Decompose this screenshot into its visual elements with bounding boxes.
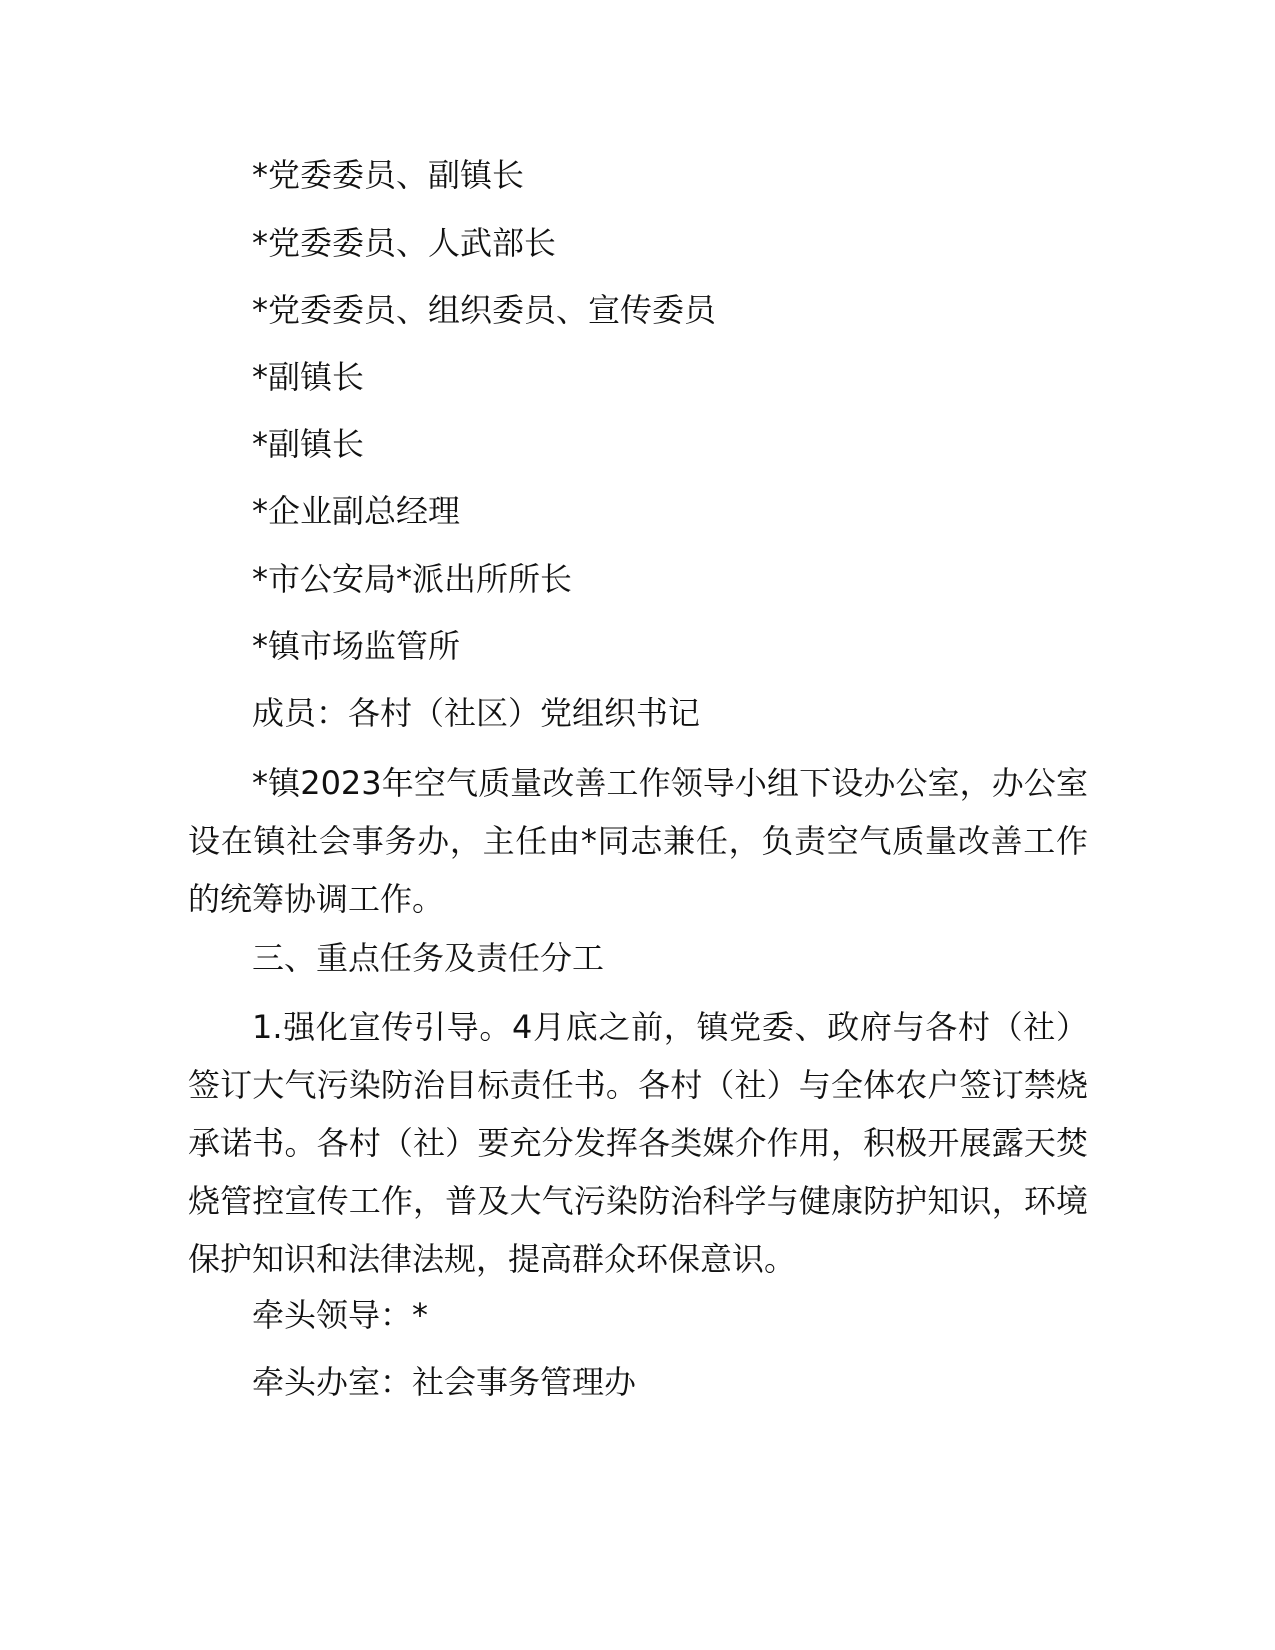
member-line-2: *党委委员、人武部长 xyxy=(252,224,557,262)
member-line-5: *副镇长 xyxy=(252,425,365,463)
lead-office-line: 牵头办室：社会事务管理办 xyxy=(252,1363,637,1401)
member-line-7: *市公安局*派出所所长 xyxy=(252,560,573,598)
member-line-8: *镇市场监管所 xyxy=(252,627,461,665)
member-line-6: *企业副总经理 xyxy=(252,492,461,530)
task-paragraph: 1.强化宣传引导。4月底之前，镇党委、政府与各村（社）签订大气污染防治目标责任书。各村（社）与全体农户签订禁烧承诺书。各村（社）要充分发挥各类媒介作用，积极开展露天焚烧管控宣传工作，普及大气污染防治科学与健康防护知识，环境保护知识和法律法规，提高群众环保意识。 xyxy=(188,1008,1088,1278)
member-line-4: *副镇长 xyxy=(252,358,365,396)
member-line-1: *党委委员、副镇长 xyxy=(252,156,525,194)
members-line: 成员：各村（社区）党组织书记 xyxy=(252,694,701,732)
section-heading: 三、重点任务及责任分工 xyxy=(252,939,605,977)
lead-leader-line: 牵头领导：* xyxy=(252,1296,429,1334)
office-paragraph: *镇2023年空气质量改善工作领导小组下设办公室，办公室设在镇社会事务办，主任由*同志兼任，负责空气质量改善工作的统筹协调工作。 xyxy=(188,764,1088,918)
member-line-3: *党委委员、组织委员、宣传委员 xyxy=(252,291,717,329)
